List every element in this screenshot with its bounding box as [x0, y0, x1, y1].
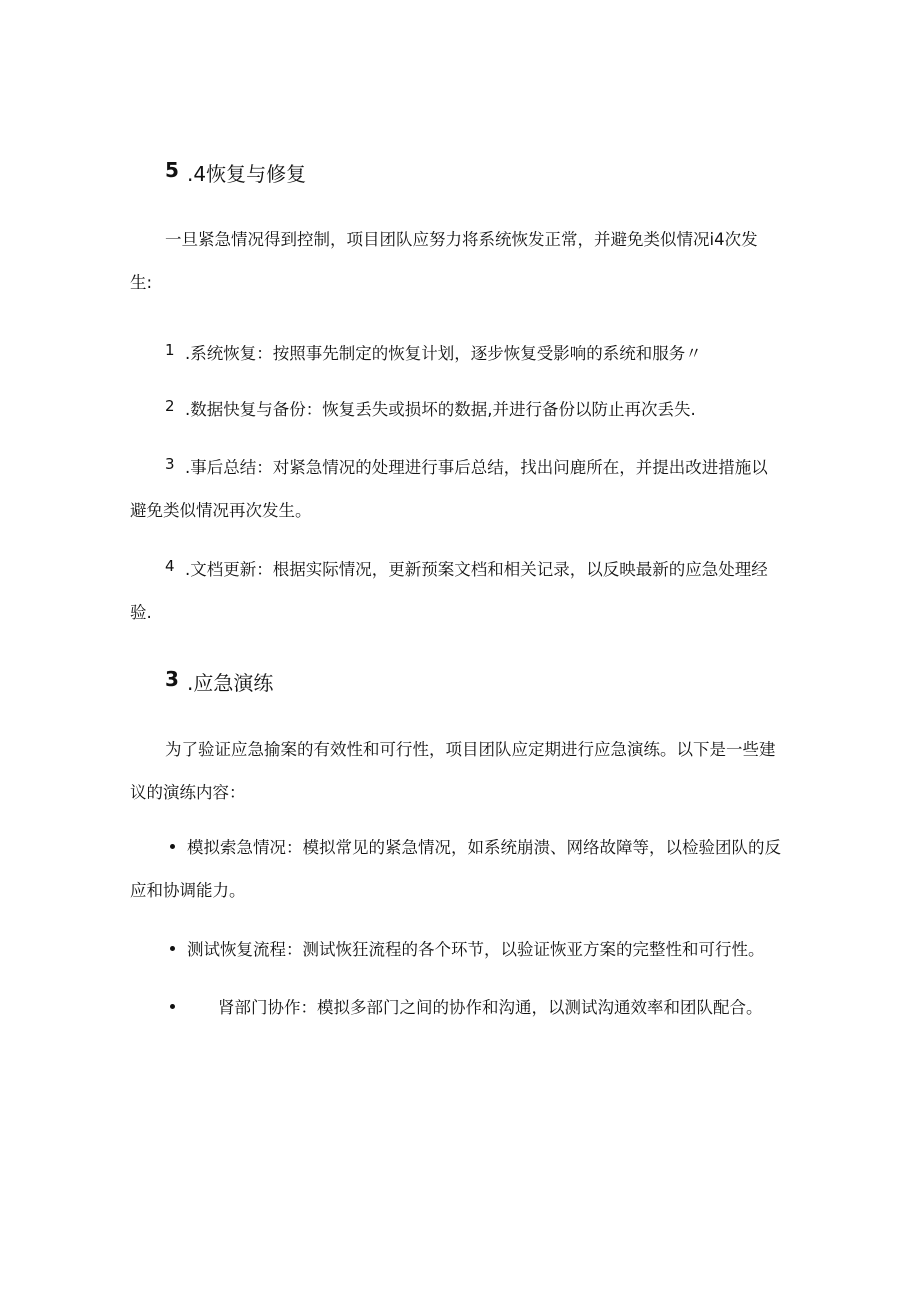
intro-line-1: 一旦紧急情况得到控制，项目团队应努力将系统恢发正常，并避免类似情况i4次发 [165, 230, 758, 249]
list-item-text: .数据快复与备份：恢复丢失或损坏的数据,并进行备份以防止再次丢失. [185, 400, 696, 419]
list-item-text-continued: 验. [130, 603, 152, 622]
list-item-text: .事后总结：对紧急情况的处理进行事后总结，找出问鹿所在，并提出改进措施以 [185, 458, 768, 477]
list-item-number: 3 [165, 455, 175, 473]
list-item-text: 模拟索急情况：模拟常见的紧急情况，如系统崩溃、网络故障等，以检验团队的反 [187, 838, 781, 857]
intro-line-2: 生: [130, 273, 153, 292]
list-item-text-continued: 应和协调能力。 [130, 881, 246, 900]
list-item-number: 4 [165, 557, 175, 575]
bullet-icon [170, 844, 175, 849]
list-item-text: 测试恢复流程：测试恢狂流程的各个环节，以验证恢亚方案的完整性和可行性。 [187, 940, 765, 959]
section-drill-number: 3 [165, 667, 179, 691]
intro-line-1: 为了验证应急揄案的有效性和可行性，项目团队应定期进行应急演练。以下是一些建 [165, 740, 776, 759]
list-item-text-continued: 避免类似情况再次发生。 [130, 501, 312, 520]
bullet-icon [170, 946, 175, 951]
list-item-number: 1 [165, 341, 175, 359]
section-drill-title: .应急演练 [187, 671, 274, 695]
section-recovery-number: 5 [165, 158, 179, 182]
bullet-icon [170, 1004, 175, 1009]
list-item-text: 肾部门协作：模拟多部门之间的协作和沟通，以测试沟通效率和团队配合。 [218, 998, 763, 1017]
intro-line-2: 议的演练内容： [130, 783, 246, 802]
section-recovery-title: .4恢复与修复 [187, 162, 307, 186]
list-item-number: 2 [165, 397, 175, 415]
list-item-text: .系统恢复：按照事先制定的恢复计划，逐步恢复受影响的系统和服务〃 [185, 344, 702, 363]
list-item-text: .文档更新：根据实际情况，更新预案文档和相关记录，以反映最新的应急处理经 [185, 560, 768, 579]
